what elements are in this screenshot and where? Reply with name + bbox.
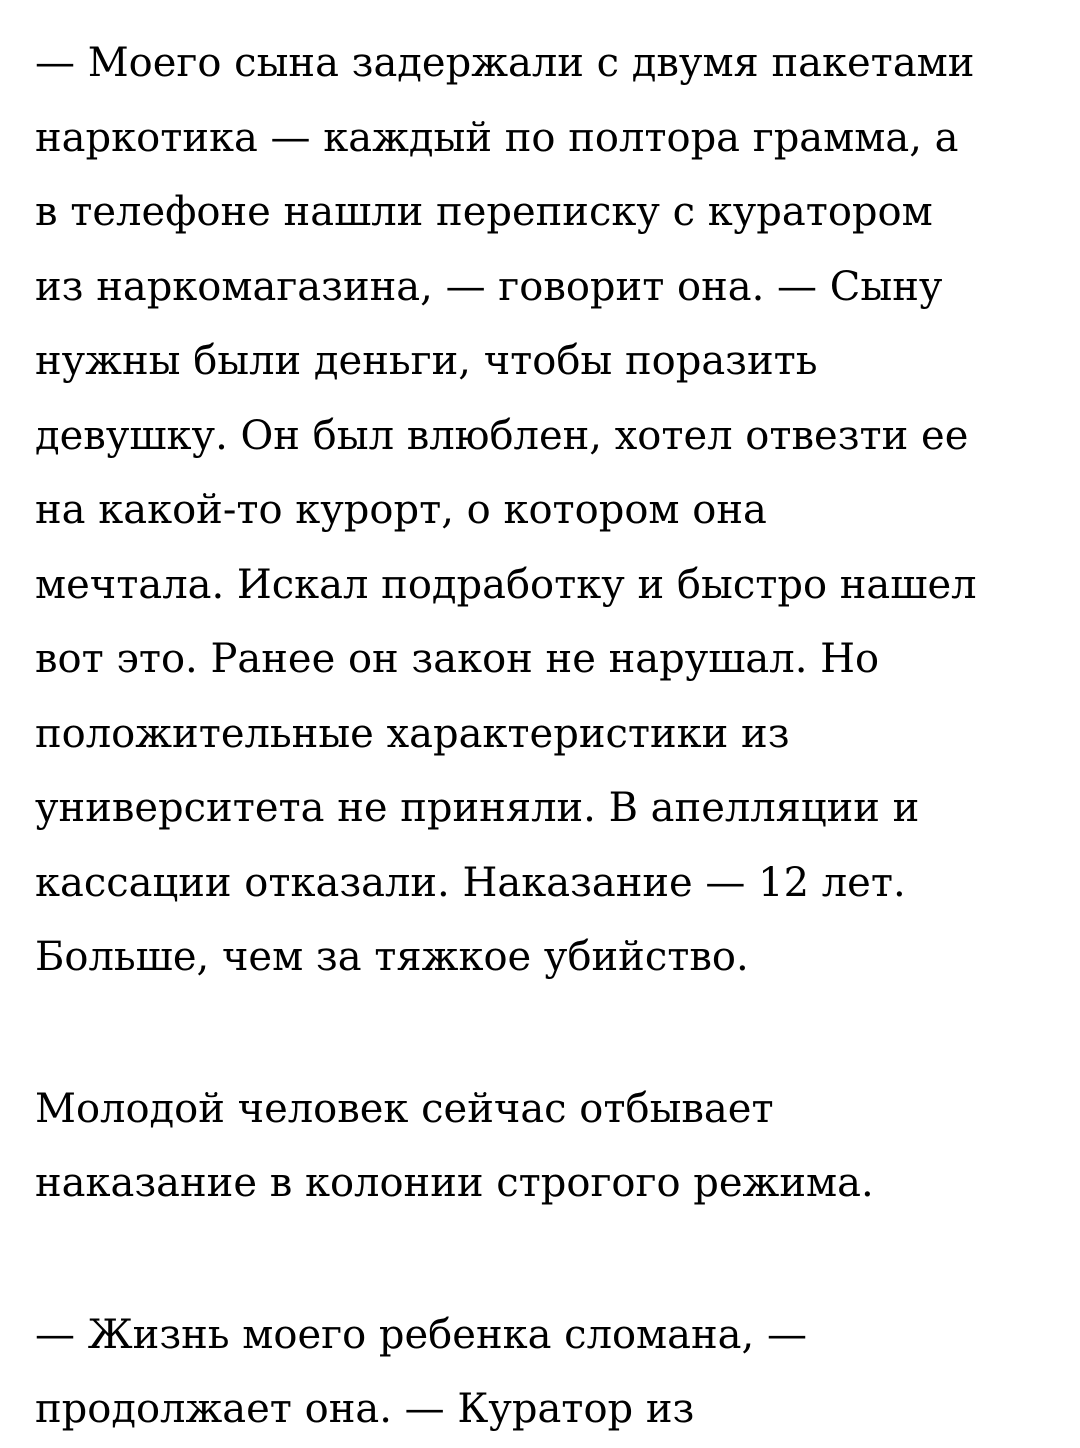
text-line: мечтала. Искал подработку и быстро нашел — [35, 561, 977, 608]
paragraph — [35, 26, 1043, 995]
text-line: наркотика — каждый по полтора грамма, а — [35, 114, 959, 161]
paragraph — [35, 1298, 1043, 1447]
text-line: — Жизнь моего ребенка сломана, — — [35, 1311, 807, 1358]
text-line: кассации отказали. Наказание — 12 лет. — [35, 859, 906, 906]
text-line: университета не приняли. В апелляции и — [35, 785, 920, 831]
text-line: продолжает она. — Куратор из — [35, 1386, 695, 1432]
text-line: — Моего сына задержали с двумя пакетами — [35, 40, 975, 86]
text-line: из наркомагазина, — говорит она. — Сыну — [35, 263, 943, 310]
text-line: девушку. Он был влюблен, хотел отвезти ее — [35, 412, 969, 459]
text-line: нужны были деньги, чтобы поразить — [35, 338, 818, 384]
text-line: наказание в колонии строгого режима. — [35, 1160, 874, 1206]
text-line: на какой-то курорт, о котором она — [35, 487, 767, 533]
text-line: Больше, чем за тяжкое убийство. — [35, 934, 749, 980]
text-line: Молодой человек сейчас отбывает — [35, 1085, 774, 1132]
text-line: в телефоне нашли переписку с куратором — [35, 189, 933, 235]
text-line: положительные характеристики из — [35, 710, 790, 757]
paragraph — [35, 1072, 1043, 1221]
text-line: вот это. Ранее он закон не нарушал. Но — [35, 636, 880, 682]
